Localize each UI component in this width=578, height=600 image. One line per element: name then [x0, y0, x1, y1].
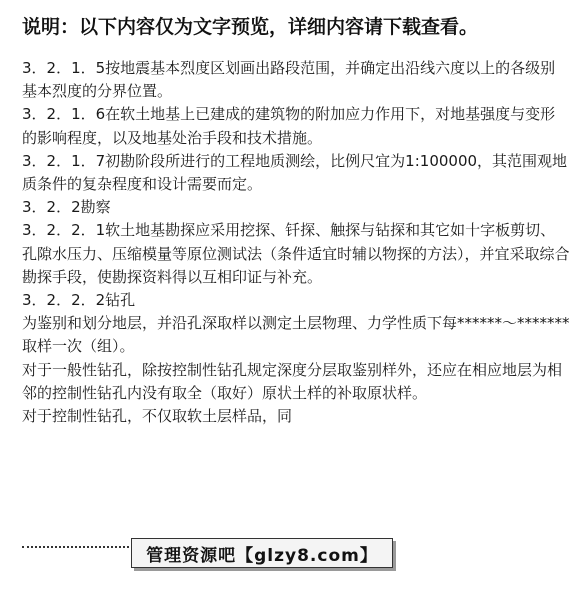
- paragraph-sampling: 为鉴别和划分地层，并沿孔深取样以测定土层物理、力学性质下每******～*******取样一次（组）。: [22, 314, 570, 356]
- paragraph-3-2-2-1: 3．2．2．1软土地基勘探应采用挖探、钎探、触探与钻探和其它如十字板剪切、孔隙水压力、压缩模量等原位测试法（条件适宜时辅以物探的方法），并宜采取综合勘探手段，使勘探资料得以互相印证与补充。: [22, 221, 570, 286]
- paragraph-3-2-1-7: 3．2．1．7初勘阶段所进行的工程地质测绘，比例尺宜为1:100000，其范围观地质条件的复杂程度和设计需要而定。: [22, 151, 568, 194]
- brand-watermark[interactable]: 管理资源吧【glzy8.com】: [131, 538, 393, 568]
- document-body: [22, 57, 570, 428]
- paragraph-3-2-1-5: 3．2．1．5按地震基本烈度区划画出路段范围，并确定出沿线六度以上的各级别基本烈度的分界位置。: [22, 59, 556, 101]
- section-heading-3-2-2: 3．2．2勘察: [22, 198, 111, 217]
- section-heading-3-2-2-2: 3．2．2．2钻孔: [22, 291, 136, 310]
- paragraph-general-boreholes: 对于一般性钻孔，除按控制性钻孔规定深度分层取鉴别样外，还应在相应地层为相邻的控制性钻孔内没有取全（取好）原状土样的补取原状样。: [22, 360, 563, 402]
- paragraph-control-boreholes: 对于控制性钻孔，不仅取软土层样品，同: [22, 407, 293, 426]
- preview-notice: 说明：以下内容仅为文字预览，详细内容请下载查看。: [22, 16, 479, 38]
- paragraph-3-2-1-6: 3．2．1．6在软土地基上已建成的建筑物的附加应力作用下，对地基强度与变形的影响程度，以及地基处治手段和技术措施。: [22, 105, 556, 147]
- continuation-dots: [22, 540, 137, 548]
